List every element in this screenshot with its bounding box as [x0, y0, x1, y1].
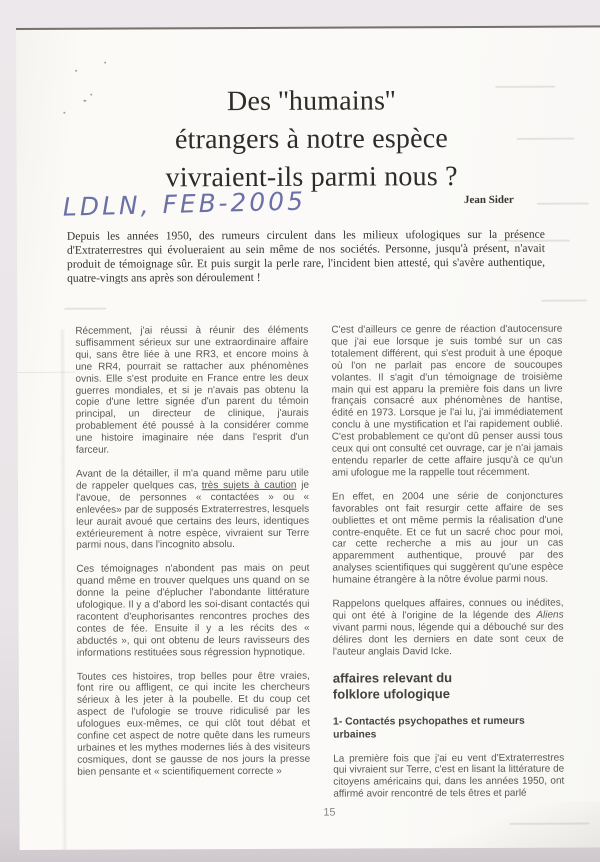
article-title [66, 82, 556, 198]
ghost-mark [537, 203, 589, 205]
title-line-3: vivraient-ils parmi nous ? [165, 161, 458, 194]
body-paragraph: C'est d'ailleurs ce genre de réaction d'autocensure que j'ai eue lorsque je suis tombé sur un cas totalement différent, qui s'est produit à une époque où l'on ne parlait pas encore de soucoupes volantes. Il s'agit d'un témoignage de troisième main qui est apparu la première fois dans un livre français consacré aux phénomènes de hantise, édité en 1973. Lorsque je l'ai lu, j'ai immédiatement conclu à une mystification et l'ai rapidement oublié. C'est probablement ce qu'ont dû penser aussi tous ceux qui ont consulté cet ouvrage, car je n'ai jamais entendu reparler de cette affaire jusqu'à ce qu'un ami ufologue me la rappelle tout récemment. [331, 323, 563, 479]
lede-paragraph: Depuis les années 1950, des rumeurs circulent dans les milieux ufologiques sur la présence d'Extraterrestres qui évolueraient au sein même de nos sociétés. Personne, jusqu'à présent, n'avait produit de témoignage sûr. Et puis surgit la perle rare, l'incident bien attesté, qui s'avère authentique, quatre-vingts ans après son déroulement ! [66, 227, 546, 285]
body-paragraph [332, 598, 563, 659]
paragraph-run: vivant parmi nous, légende qui a débouché sur des délires dont les derniers en date sont ceux de l'auteur anglais David Icke. [332, 621, 564, 658]
paragraph-run: Rappelons quelques affaires, connues ou inédites, qui ont été à l'origine de la légende des [332, 597, 564, 622]
paragraph-run: je l'avoue, de personnes « contactées » ou « enlevées» par de supposés Extraterrestres, lesquels leur aurait avoué que certains des leurs, identiques extérieurement à notre espèce, vivraient sur Terre parmi nous, dans l'incognito absolu. [76, 479, 310, 552]
section-heading-line-1: affaires relevant du [332, 669, 453, 686]
ghost-mark [509, 823, 589, 825]
section-heading-line-2: folklore ufologique [332, 686, 450, 702]
paragraph-run: Avant de la détailler, il m'a quand même paru utile de rappeler quelques cas, [75, 467, 309, 492]
left-column [75, 325, 310, 814]
body-paragraph: La première fois que j'ai eu vent d'Extraterrestres qui vivraient sur Terre, c'est en lisant la littérature de citoyens américains qui, dans les années 1950, ont affirmé avoir rencontré de tels êtres et parlé [333, 752, 565, 800]
author-byline: Jean Sider [463, 193, 514, 207]
title-line-1: Des ''humains'' [226, 85, 396, 118]
italic-word: Aliens [536, 609, 564, 621]
ink-speck [63, 112, 65, 114]
body-paragraph: En effet, en 2004 une série de conjonctures favorables ont fait resurgir cette affaire de ses oubliettes et ont même permis la réalisation d'une contre-enquête. Et ce fut un sacré choc pour moi, car cette recherche a mis au jour un cas apparemment authentique, prouvé par des analyses scientifiques qui suggèrent qu'une espèce humaine étrangère à la nôtre évolue parmi nous. [332, 490, 564, 586]
body-paragraph: Récemment, j'ai réussi à réunir des éléments suffisamment sérieux sur une extraordinaire affaire qui, sans être liée à une RR3, et encore moins à une RR4, pourrait se rattacher aux phénomènes ovnis. Elle s'est produite en France entre les deux guerres mondiales, et si je n'avais pas obtenu la copie d'une lettre signée d'un parent du témoin principal, un directeur de clinique, j'aurais probablement été poussé à la considérer comme une histoire imaginaire née dans l'esprit d'un farceur. [75, 324, 309, 456]
body-paragraph [76, 468, 309, 552]
handwritten-annotation: LDLN, FEB-2005 [62, 186, 307, 222]
body-paragraph: Toutes ces histoires, trop belles pour être vraies, font rire ou affligent, ce qui incite les chercheurs sérieux à les jeter à la poubelle. Et du coup cet aspect de l'ufologie se trouve ridiculisé par les ufologues eux-mêmes, ce qui clôt tout débat et confine cet aspect de notre quête dans les rumeurs urbaines et les mythes modernes liés à des visiteurs cosmiques, dont se gausse de nos jours la presse bien pensante et « scientifiquement correcte » [76, 670, 311, 778]
ghost-mark [541, 300, 587, 302]
title-line-2: étrangers à notre espèce [174, 123, 449, 156]
right-column [331, 324, 564, 813]
scanned-page [16, 25, 600, 850]
article-body [75, 324, 565, 814]
ink-speck [104, 62, 106, 64]
section-heading [333, 669, 564, 703]
ghost-mark [64, 308, 106, 310]
paper-crease [18, 372, 76, 373]
body-paragraph: Ces témoignages n'abondent pas mais on peut quand même en trouver quelques uns quand on se donne la peine d'éplucher l'abondante littérature ufologique. Il y a d'abord les soi-disant contactés qui racontent d'euphorisantes rencontres proches des contes de fée. Ensuite il y a les récits des « abductés », qui ont obtenu de leurs ravisseurs des informations restituées sous régression hypnotique. [76, 563, 310, 659]
ink-speck [75, 70, 77, 72]
page-number: 15 [323, 806, 336, 819]
underlined-phrase: très sujets à caution [201, 479, 297, 492]
sub-heading: 1- Contactés psychopathes et rumeurs urbaines [333, 715, 525, 741]
